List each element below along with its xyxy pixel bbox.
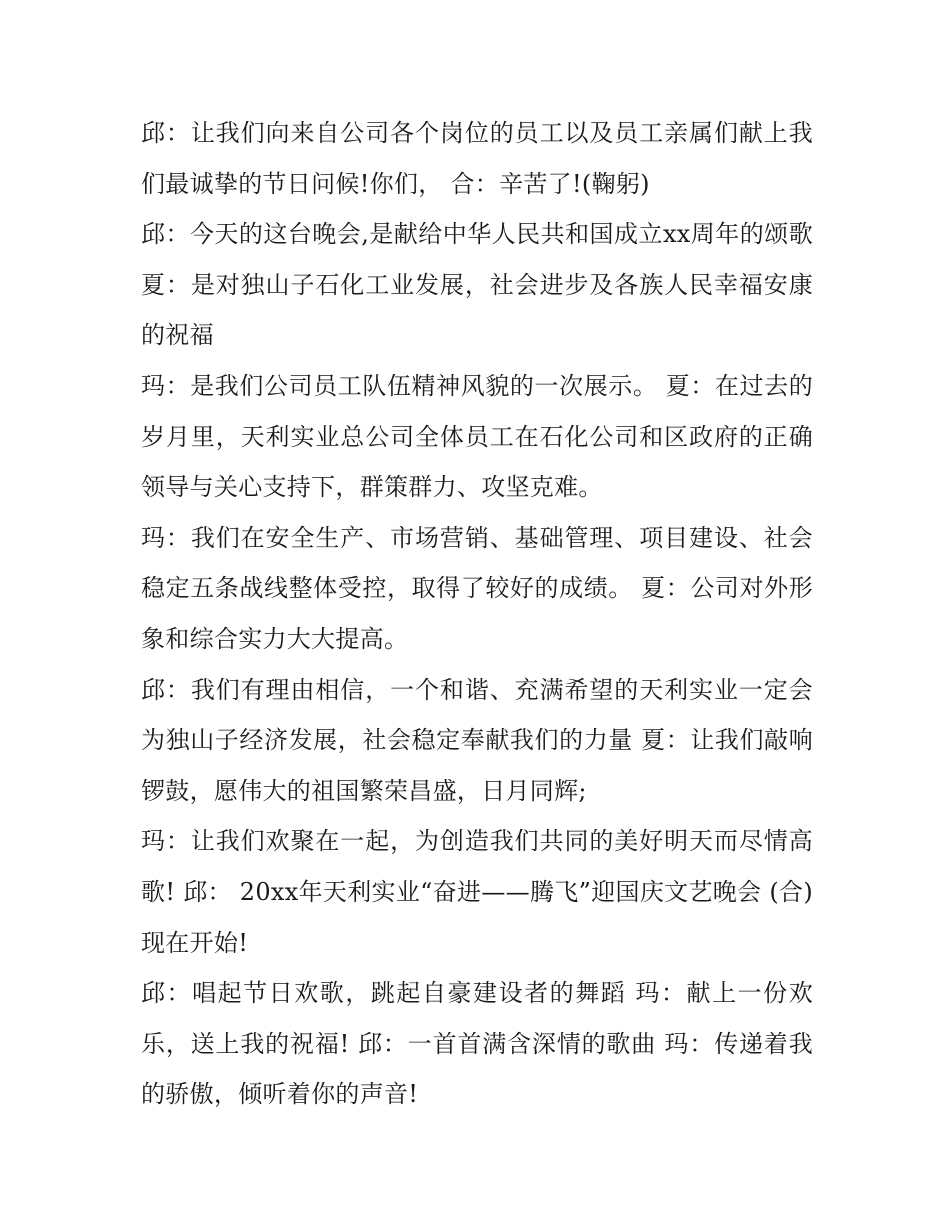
paragraph-1: 邱：让我们向来自公司各个岗位的员工以及员工亲属们献上我们最诚挚的节日问候!你们， 合：辛苦了!(鞠躬) — [141, 119, 813, 198]
paragraph-2: 邱：今天的这台晚会,是献给中华人民共和国成立xx周年的颂歌 夏：是对独山子石化工业发展，社会进步及各族人民幸福安康的祝福 — [141, 220, 813, 350]
paragraph-4: 玛：我们在安全生产、市场营销、基础管理、项目建设、社会稳定五条战线整体受控，取得了较好的成绩。 夏：公司对外形象和综合实力大大提高。 — [141, 523, 813, 653]
paragraph-3: 玛：是我们公司员工队伍精神风貌的一次展示。 夏：在过去的岁月里，天利实业总公司全体员工在石化公司和区政府的正确领导与关心支持下，群策群力、攻坚克难。 — [141, 371, 813, 502]
document-body — [141, 108, 813, 1120]
paragraph-6: 玛：让我们欢聚在一起，为创造我们共同的美好明天而尽情高歌! 邱： 20xx年天利实业“奋进——腾飞”迎国庆文艺晚会 (合)现在开始! — [141, 827, 813, 957]
paragraph-7: 邱：唱起节日欢歌，跳起自豪建设者的舞蹈 玛：献上一份欢乐，送上我的祝福! 邱：一首首满含深情的歌曲 玛：传递着我的骄傲，倾听着你的声音! — [141, 979, 813, 1109]
paragraph-5: 邱：我们有理由相信，一个和谐、充满希望的天利实业一定会为独山子经济发展，社会稳定奉献我们的力量 夏：让我们敲响锣鼓，愿伟大的祖国繁荣昌盛，日月同辉; — [141, 675, 813, 805]
